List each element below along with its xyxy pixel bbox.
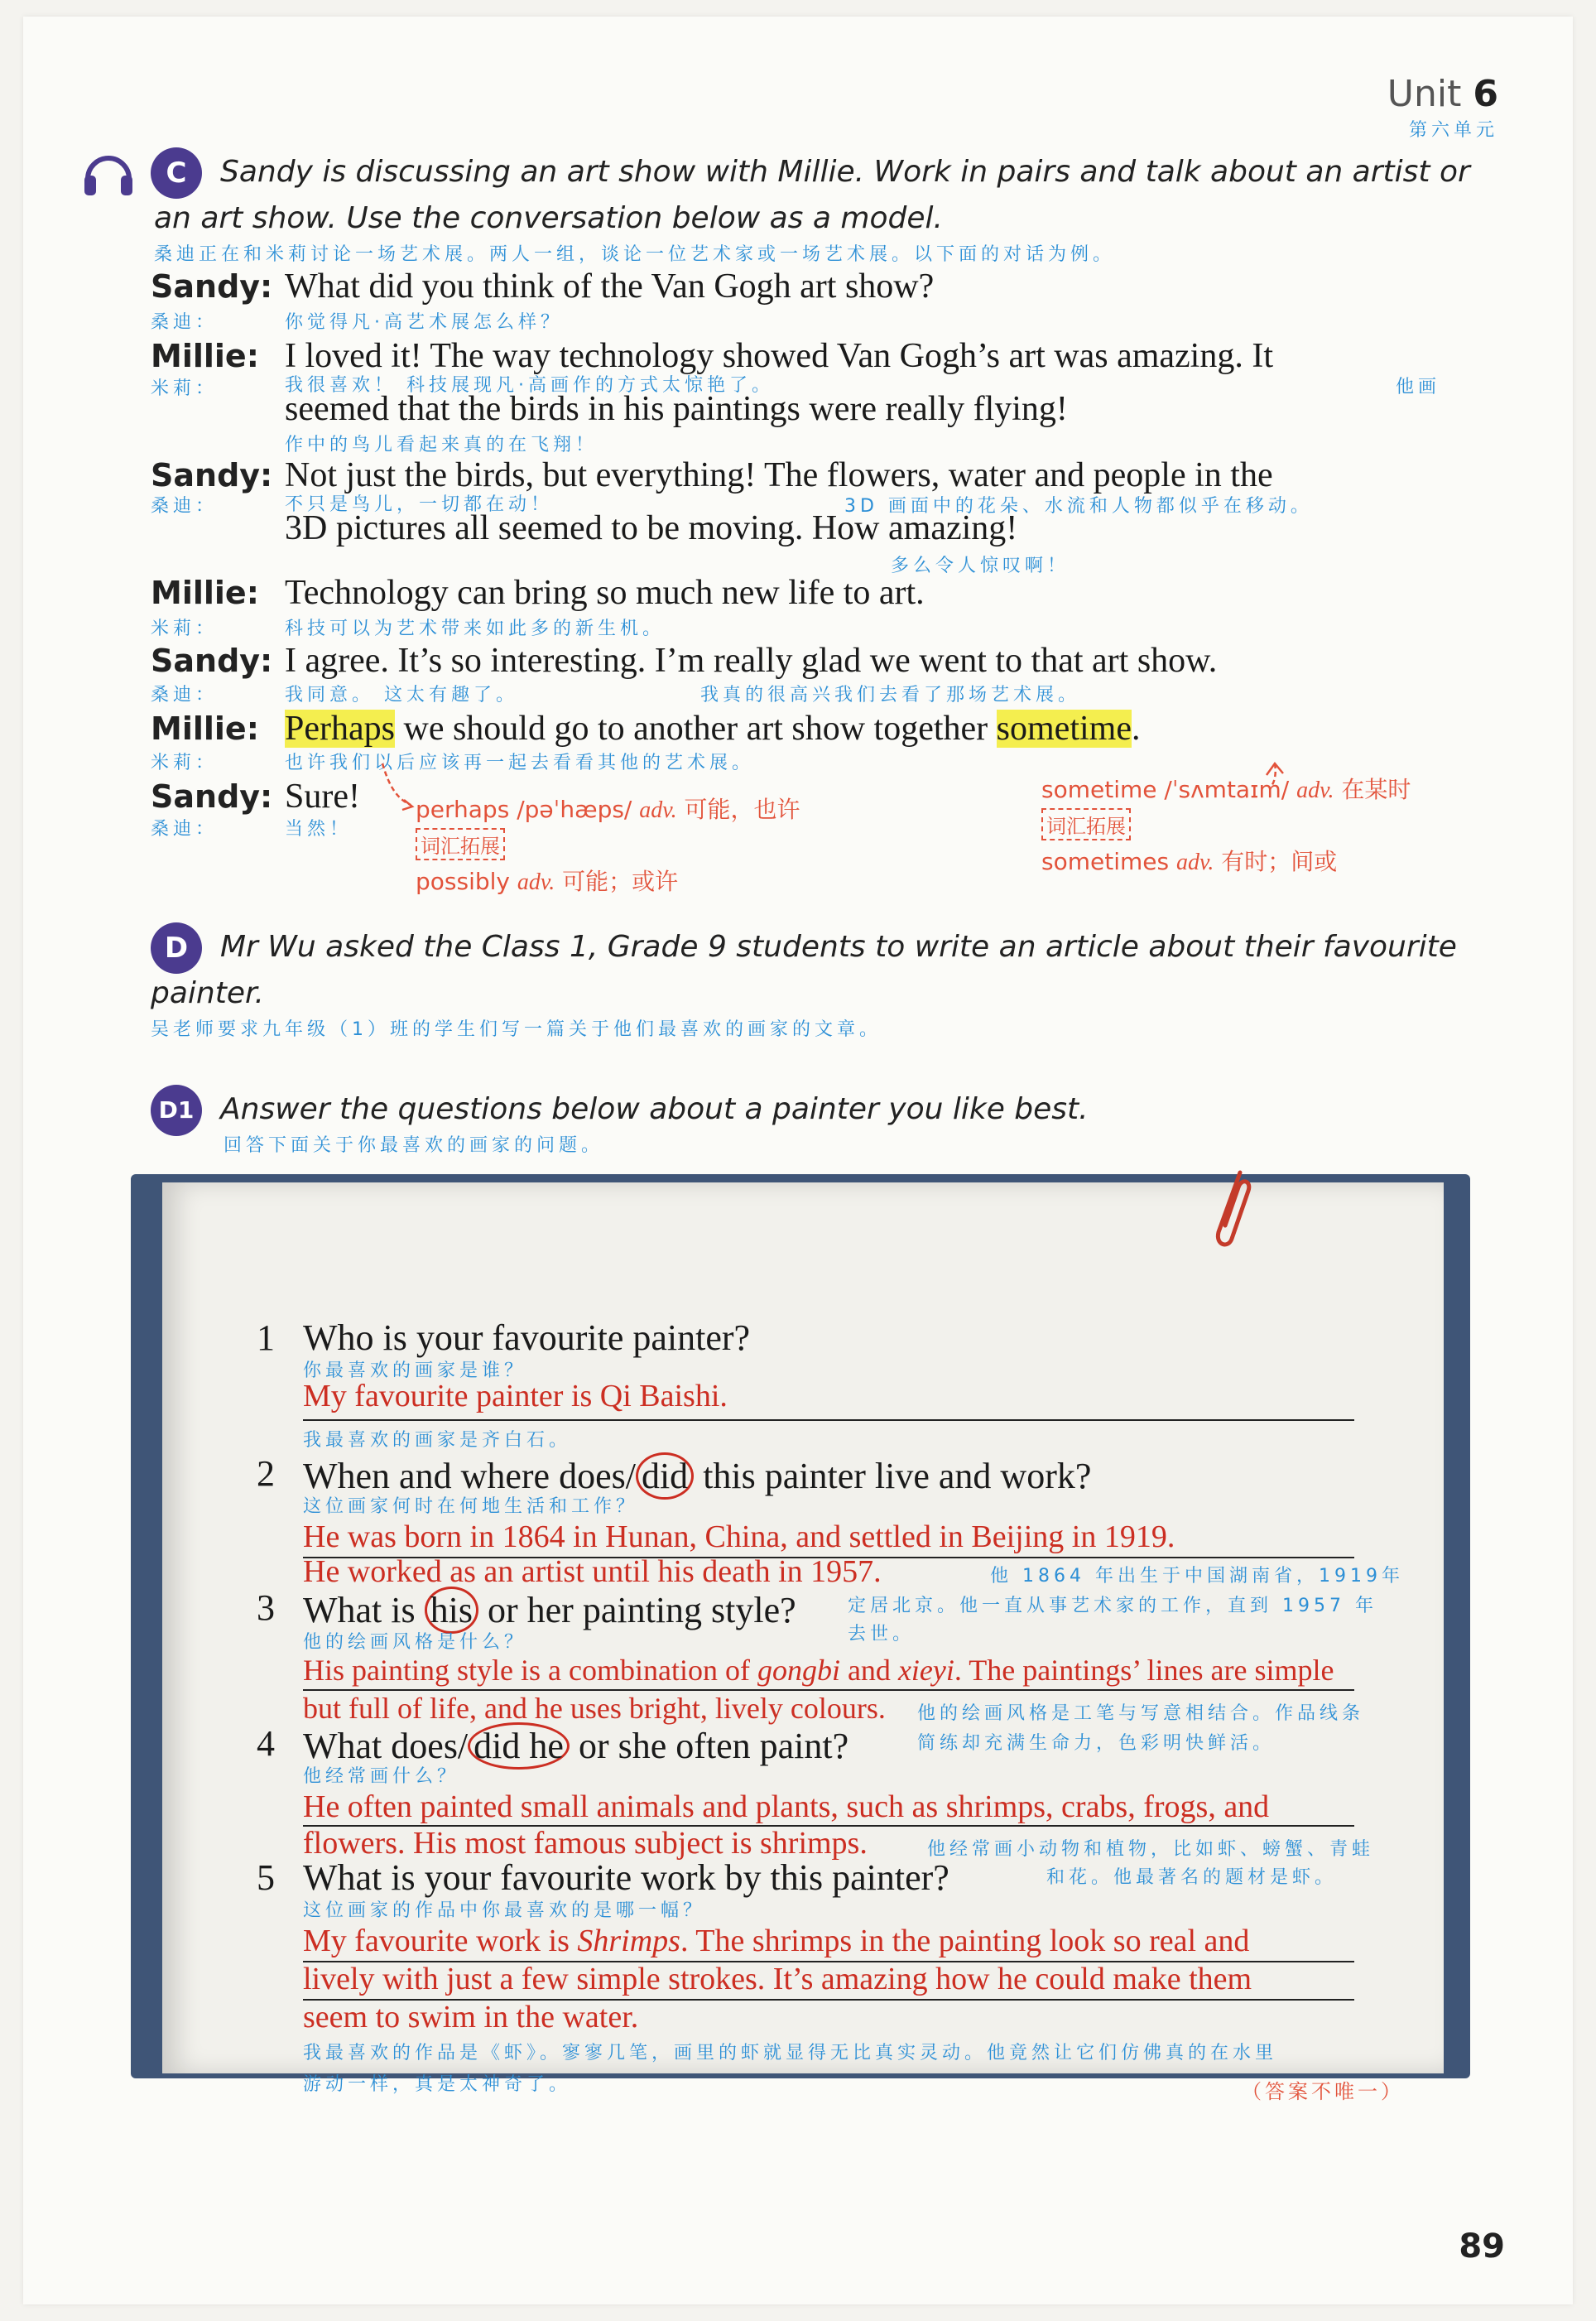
dialogue-line-cn: 也许我们以后应该再一起去看看其他的艺术展。 (285, 753, 755, 773)
dialogue-line: 3D pictures all seemed to be moving. How amazing! (285, 509, 1018, 547)
question-text: What is his or her painting style? (303, 1587, 796, 1634)
vocab-extension-tag: 词汇拓展 (1041, 808, 1131, 840)
question-number: 4 (257, 1723, 275, 1764)
section-d-instruction-cn: 吴老师要求九年级（1）班的学生们写一篇关于他们最喜欢的画家的文章。 (151, 1019, 882, 1040)
dialogue-line: Technology can bring so much new life to art. (285, 574, 925, 612)
section-d-badge: D (151, 922, 202, 974)
answer-line: His painting style is a combination of gongbi and xieyi. The paintings’ lines are simple (303, 1654, 1334, 1687)
dialogue-line-cn: 他画 (1396, 377, 1441, 397)
section-d1-badge: D1 (151, 1085, 202, 1136)
section-d1-instruction: Answer the questions below about a painter you like best. (220, 1092, 1089, 1126)
dialogue-line-cn: 我同意。 这太有趣了。 (285, 685, 518, 705)
answer-cn: 简练却充满生命力，色彩明快鲜活。 (917, 1733, 1276, 1754)
highlight-perhaps: Perhaps (285, 710, 395, 748)
circled-word: his (425, 1587, 478, 1634)
question-cn: 他经常画什么？ (303, 1766, 460, 1787)
paperclip-icon (1200, 1166, 1258, 1261)
answer-cn: 定居北京。他一直从事艺术家的工作，直到 1957 年 (848, 1596, 1377, 1616)
dialogue-line: Sure! (285, 778, 360, 816)
answer-line: My favourite painter is Qi Baishi. (303, 1379, 728, 1413)
speaker-label: Sandy: (151, 268, 273, 305)
speaker-label-cn: 米莉： (151, 753, 219, 773)
circled-word: did he (468, 1722, 570, 1770)
dialogue-line-cn: 当然！ (285, 819, 353, 840)
answer-line: My favourite work is Shrimps. The shrimps in the painting look so real and (303, 1924, 1250, 1958)
dialogue-line: I agree. It’s so interesting. I’m really glad we went to that art show. (285, 642, 1218, 680)
question-cn: 他的绘画风格是什么？ (303, 1632, 527, 1653)
vocab-perhaps: perhaps /pəˈhæps/ adv. 可能，也许 词汇拓展 possibly adv. 可能；或许 (416, 796, 800, 895)
question-number: 2 (257, 1453, 275, 1494)
circled-word: did (636, 1452, 694, 1500)
question-text: Who is your favourite painter? (303, 1317, 751, 1358)
question-number: 1 (257, 1317, 275, 1358)
speaker-label: Millie: (151, 710, 259, 747)
answer-note: （答案不唯一） (1242, 2080, 1404, 2103)
speaker-label-cn: 桑迪： (151, 312, 219, 333)
dialogue-line: What did you think of the Van Gogh art show? (285, 267, 935, 306)
speaker-label-cn: 桑迪： (151, 819, 219, 840)
dialogue-line-cn: 科技可以为艺术带来如此多的新生机。 (285, 619, 666, 639)
speaker-label: Sandy: (151, 457, 273, 494)
answer-line: seem to swim in the water. (303, 2000, 639, 2034)
unit-heading: Unit 6 (1387, 73, 1498, 115)
speaker-label-cn: 米莉： (151, 378, 219, 399)
question-number: 3 (257, 1587, 275, 1628)
question-text: When and where does/ did this painter live and work? (303, 1452, 1091, 1500)
speaker-label: Sandy: (151, 778, 273, 815)
answer-line: He was born in 1864 in Hunan, China, and settled in Beijing in 1919. (303, 1519, 1175, 1554)
dialogue-line-cn: 多么令人惊叹啊！ (891, 556, 1070, 576)
answer-line: lively with just a few simple strokes. It’s amazing how he could make them (303, 1962, 1252, 1996)
speaker-label: Sandy: (151, 643, 273, 679)
answer-line: He often painted small animals and plants, such as shrimps, crabs, frogs, and (303, 1789, 1270, 1824)
answer-cn: 我最喜欢的作品是《虾》。寥寥几笔，画里的虾就显得无比真实灵动。他竟然让它们仿佛真的在水里 (303, 2043, 1278, 2063)
answer-cn: 他 1864 年出生于中国湖南省，1919年 (990, 1566, 1404, 1587)
answer-cn: 我最喜欢的画家是齐白石。 (303, 1430, 572, 1451)
vocab-extension-tag: 词汇拓展 (416, 828, 505, 860)
answer-cn: 去世。 (848, 1624, 916, 1644)
highlight-sometime: sometime (996, 710, 1132, 748)
dialogue-line-cn: 我真的很高兴我们去看了那场艺术展。 (700, 685, 1081, 705)
speaker-label: Millie: (151, 338, 259, 374)
dialogue-line: seemed that the birds in his paintings were really flying! (285, 390, 1068, 428)
section-c-badge: C (151, 147, 202, 199)
question-cn: 你最喜欢的画家是谁？ (303, 1360, 527, 1381)
answer-cn: 他经常画小动物和植物，比如虾、螃蟹、青蛙 (927, 1839, 1375, 1860)
unit-heading-cn: 第六单元 (1408, 120, 1498, 141)
speaker-label-cn: 米莉： (151, 619, 219, 639)
dialogue-line-cn: 作中的鸟儿看起来真的在飞翔！ (285, 435, 598, 455)
section-c-instruction-cn: 桑迪正在和米莉讨论一场艺术展。两人一组，谈论一位艺术家或一场艺术展。以下面的对话为例。 (154, 244, 1116, 265)
answer-line: flowers. His most famous subject is shrimps. (303, 1826, 868, 1861)
answer-line: He worked as an artist until his death in 1957. (303, 1554, 882, 1589)
question-text: What does/ did he or she often paint? (303, 1722, 848, 1770)
page-number: 89 (1459, 2227, 1505, 2266)
dialogue-line: Not just the birds, but everything! The flowers, water and people in the (285, 456, 1273, 494)
vocab-sometime: sometime /ˈsʌmtaɪm/ adv. 在某时 词汇拓展 sometimes adv. 有时；间或 (1041, 776, 1411, 875)
dialogue-line: Perhaps we should go to another art show together sometime. (285, 710, 1141, 748)
answer-cn: 和花。他最著名的题材是虾。 (1046, 1867, 1338, 1888)
dialogue-line: I loved it! The way technology showed Van Gogh’s art was amazing. It (285, 337, 1274, 375)
speaker-label-cn: 桑迪： (151, 496, 219, 517)
answer-cn: 他的绘画风格是工笔与写意相结合。作品线条 (917, 1703, 1365, 1724)
question-number: 5 (257, 1857, 275, 1898)
question-text: What is your favourite work by this painter? (303, 1857, 949, 1898)
answer-cn: 游动一样，真是太神奇了。 (303, 2074, 572, 2095)
speaker-label-cn: 桑迪： (151, 685, 219, 705)
section-d1-instruction-cn: 回答下面关于你最喜欢的画家的问题。 (224, 1135, 604, 1156)
answer-line: but full of life, and he uses bright, lively colours. (303, 1692, 886, 1725)
speaker-label: Millie: (151, 575, 259, 611)
dialogue-line-cn: 3D 画面中的花朵、水流和人物都似乎在移动。 (844, 496, 1313, 517)
question-cn: 这位画家的作品中你最喜欢的是哪一幅？ (303, 1900, 706, 1921)
dialogue-line-cn: 你觉得凡·高艺术展怎么样？ (285, 312, 563, 333)
dialogue-line-cn: 不只是鸟儿，一切都在动！ (285, 494, 554, 515)
answer-rule (303, 1419, 1354, 1421)
section-d-instruction: Mr Wu asked the Class 1, Grade 9 students to write an article about their favourite painter. (151, 930, 1457, 1010)
section-c-instruction: Sandy is discussing an art show with Millie. Work in pairs and talk about an artist or an art show. Use the conversation below as a model. (154, 155, 1470, 235)
dialogue-line-cn: 我很喜欢！ 科技展现凡·高画作的方式太惊艳了。 (285, 375, 774, 396)
question-cn: 这位画家何时在何地生活和工作？ (303, 1496, 639, 1517)
